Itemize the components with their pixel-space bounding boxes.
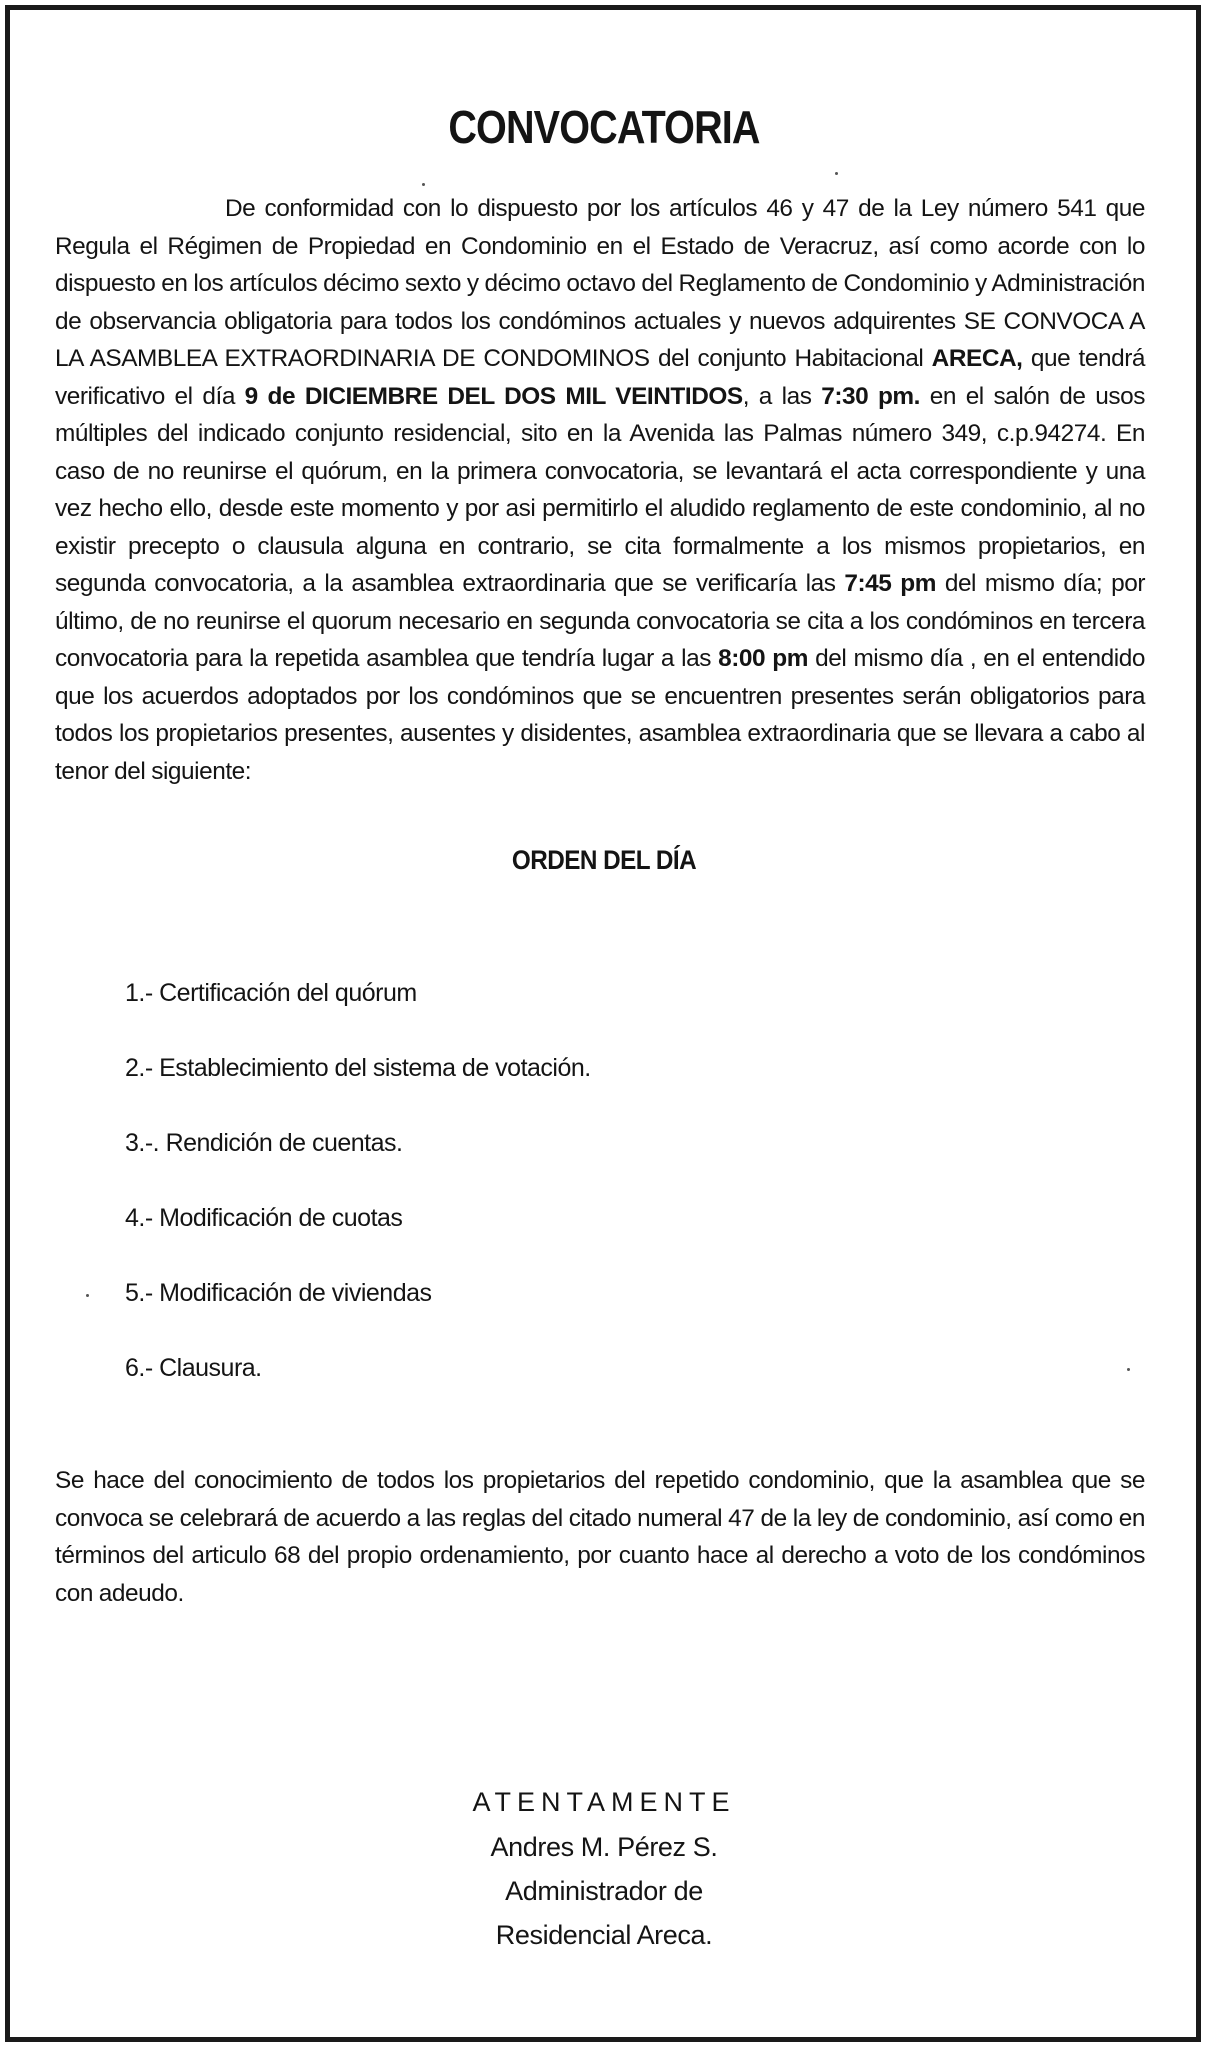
agenda-title: ORDEN DEL DÍA xyxy=(511,845,697,875)
intro-text-1: De conformidad con lo dispuesto por los artículos 46 y 47 de la Ley número 541 que Regula el Régimen de Propiedad en Condominio en el Estado de Veracruz, así como acorde con lo dispuesto en los artículos décimo sexto y décimo octavo del Reglamento de Condominio y Administración de observancia obligatoria para todos los condóminos actuales y nuevos adquirentes SE CONVOCA A LA ASAMBLEA EXTRAORDINARIA DE CONDOMINOS del conjunto Habitacional xyxy=(55,195,1145,372)
signature-organization: Residencial Areca. xyxy=(495,1920,713,1950)
intro-text-5: del mismo día; por último, de no reunirse el quorum necesario en segunda convocatoria se cita a los condóminos en tercera convocatoria para la repetida asamblea que tendría lugar a las xyxy=(55,570,1145,672)
intro-text-6: del mismo día , en el entendido que los acuerdos adoptados por los condóminos que se encuentren presentes serán obligatorios para todos los propietarios presentes, ausentes y disidentes, asamblea extraordinaria que se llevara a cabo al tenor del siguiente: xyxy=(55,645,1145,785)
signature-name: Andres M. Pérez S. xyxy=(490,1832,718,1862)
print-speck xyxy=(835,172,838,175)
intro-text-4: en el salón de usos múltiples del indicado conjunto residencial, sito en la Avenida las Palmas número 349, c.p.94274. En caso de no reunirse el quórum, en la primera convocatoria, se levantará el acta correspondiente y una vez hecho ello, desde este momento y por asi permitirlo el aludido reglamento de este condominio, al no existir precepto o clausula alguna en contrario, se cita formalmente a los mismos propietarios, en segunda convocatoria, a la asamblea extraordinaria que se verificaría las xyxy=(55,382,1146,597)
intro-text-2: que tendrá verificativo el día xyxy=(55,345,1145,410)
intro-text-3: , a las xyxy=(742,382,822,410)
agenda-item: 5.- Modificación de viviendas xyxy=(125,1279,432,1307)
first-call-time: 7:30 pm. xyxy=(821,382,920,410)
meeting-date: 9 de DICIEMBRE DEL DOS MIL VEINTIDOS xyxy=(244,382,743,410)
complex-name: ARECA, xyxy=(931,345,1023,372)
intro-paragraph xyxy=(55,190,1145,790)
agenda-item: 2.- Establecimiento del sistema de votación. xyxy=(125,1054,591,1082)
agenda-item: 3.-. Rendición de cuentas. xyxy=(125,1129,403,1157)
second-call-time: 7:45 pm xyxy=(844,570,936,597)
signature-role: Administrador de xyxy=(505,1876,703,1906)
print-speck xyxy=(86,1294,89,1297)
agenda-item: 1.- Certificación del quórum xyxy=(125,979,417,1007)
signature-salutation: ATENTAMENTE xyxy=(472,1787,736,1817)
agenda-list xyxy=(125,975,591,1425)
third-call-time: 8:00 pm xyxy=(718,645,808,672)
print-speck xyxy=(1127,1368,1130,1371)
print-speck xyxy=(422,183,425,186)
agenda-item: 6.- Clausura. xyxy=(125,1354,262,1382)
agenda-item: 4.- Modificación de cuotas xyxy=(125,1204,403,1232)
document-title: CONVOCATORIA xyxy=(448,101,760,153)
closing-paragraph: Se hace del conocimiento de todos los propietarios del repetido condominio, que la asamblea que se convoca se celebrará de acuerdo a las reglas del citado numeral 47 de la ley de condominio, así como en términos del articulo 68 del propio ordenamiento, por cuanto hace al derecho a voto de los condóminos con adeudo. xyxy=(55,1467,1145,1607)
